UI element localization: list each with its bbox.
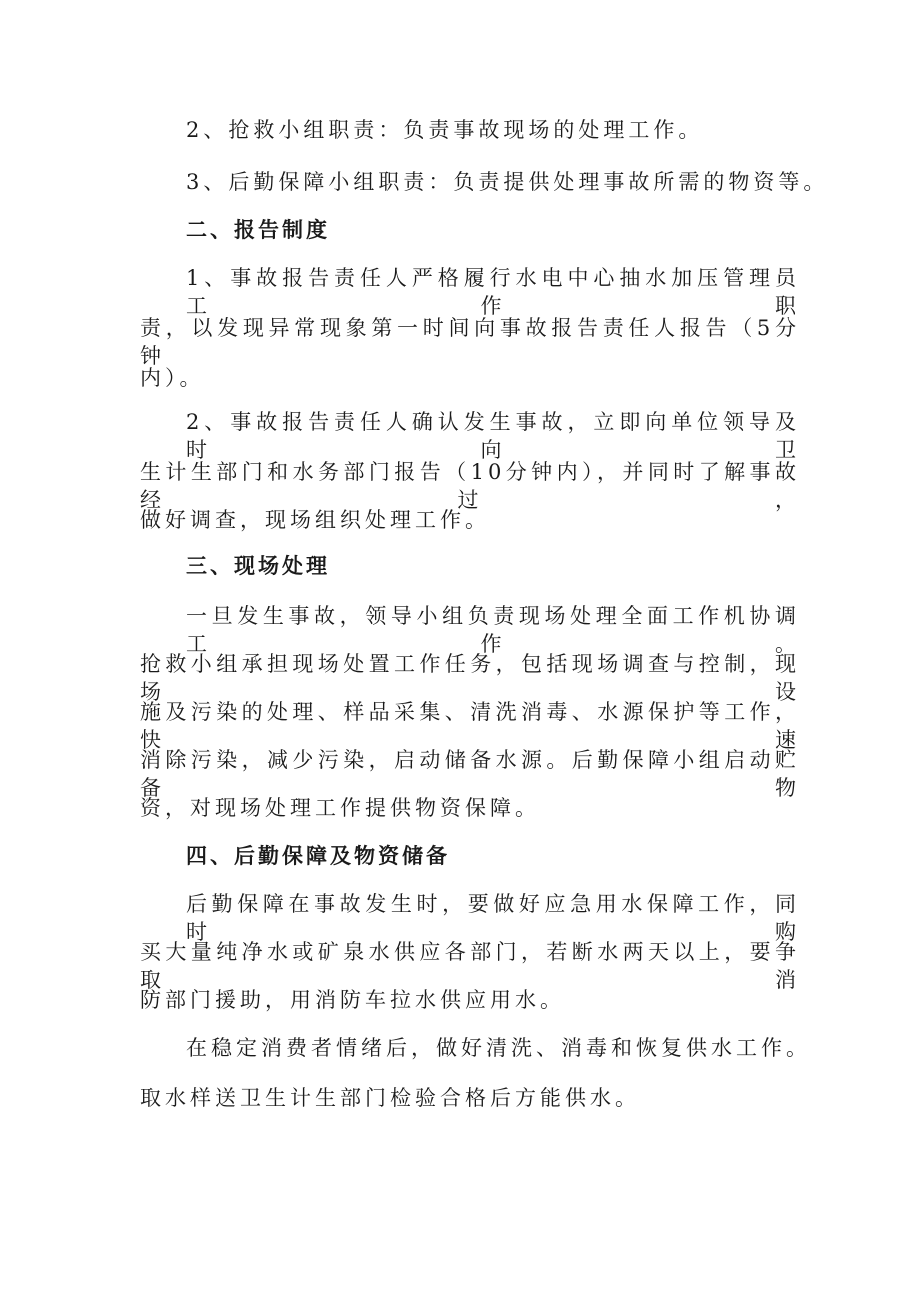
paragraph-restore-line-2: 取水样送卫生计生部门检验合格后方能供水。: [140, 1086, 640, 1110]
paragraph-report-1-line-2: 责，以发现异常现象第一时间向事故报告责任人报告（5分钟: [140, 316, 800, 368]
heading-onsite-handling: 三、现场处理: [186, 554, 330, 578]
paragraph-report-2-line-3: 做好调查，现场组织处理工作。: [140, 508, 490, 532]
paragraph-onsite-line-2: 抢救小组承担现场处置工作任务，包括现场调查与控制，现场设: [140, 652, 800, 704]
paragraph-onsite-line-4: 消除污染，减少污染，启动储备水源。后勤保障小组启动贮备物: [140, 748, 800, 800]
heading-logistics-reserve: 四、后勤保障及物资储备: [186, 844, 450, 868]
paragraph-logistics-line-3: 防部门援助，用消防车拉水供应用水。: [140, 988, 565, 1012]
paragraph-restore-line-1: 在稳定消费者情绪后，做好清洗、消毒和恢复供水工作。: [186, 1036, 811, 1060]
heading-report-system: 二、报告制度: [186, 218, 330, 242]
paragraph-report-1-line-1: 1、事故报告责任人严格履行水电中心抽水加压管理员工作职: [186, 266, 800, 318]
paragraph-rescue-duty: 2、抢救小组职责：负责事故现场的处理工作。: [186, 118, 704, 142]
paragraph-onsite-line-1: 一旦发生事故，领导小组负责现场处理全面工作机协调工作。: [186, 604, 800, 656]
paragraph-onsite-line-3: 施及污染的处理、样品采集、清洗消毒、水源保护等工作，快速: [140, 700, 800, 752]
paragraph-report-1-line-3: 内）。: [140, 366, 205, 390]
paragraph-logistics-duty: 3、后勤保障小组职责：负责提供处理事故所需的物资等。: [186, 170, 829, 194]
paragraph-report-2-line-1: 2、事故报告责任人确认发生事故，立即向单位领导及时向卫: [186, 410, 800, 462]
paragraph-report-2-line-2: 生计生部门和水务部门报告（10分钟内），并同时了解事故经过，: [140, 460, 800, 512]
paragraph-logistics-line-2: 买大量纯净水或矿泉水供应各部门，若断水两天以上，要争取消: [140, 940, 800, 992]
paragraph-onsite-line-5: 资，对现场处理工作提供物资保障。: [140, 796, 540, 820]
paragraph-logistics-line-1: 后勤保障在事故发生时，要做好应急用水保障工作，同时购: [186, 892, 800, 944]
